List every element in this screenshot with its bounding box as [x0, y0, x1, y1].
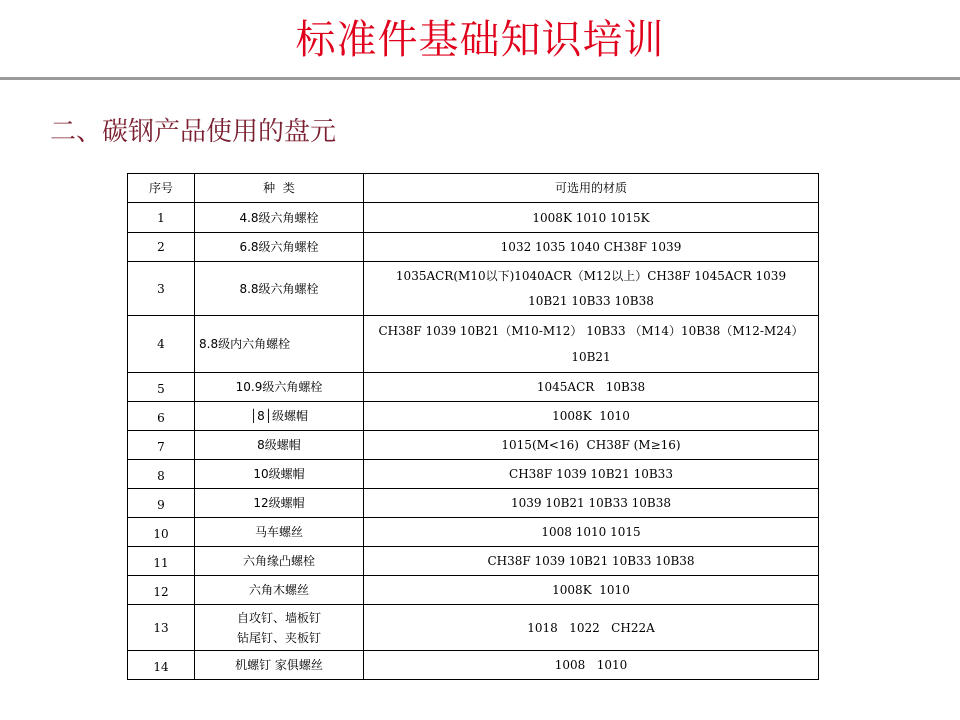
- row-type: 12级螺帽: [195, 489, 364, 518]
- table-row: [128, 373, 819, 402]
- row-type: 马车螺丝: [195, 518, 364, 547]
- row-material: 1018 1022 CH22A: [364, 605, 819, 651]
- row-no: 1: [128, 203, 195, 233]
- row-no: 11: [128, 547, 195, 576]
- row-no: 5: [128, 373, 195, 402]
- row-type: │8│级螺帽: [195, 402, 364, 431]
- row-material: 1045ACR 10B38: [364, 373, 819, 402]
- title-divider: [0, 77, 960, 80]
- row-material: 1032 1035 1040 CH38F 1039: [364, 233, 819, 262]
- header-no: 序号: [128, 174, 195, 203]
- row-type: 10级螺帽: [195, 460, 364, 489]
- table-row: [128, 262, 819, 316]
- table-row: [128, 233, 819, 262]
- header-type: 种 类: [195, 174, 364, 203]
- row-material: 1008 1010 1015: [364, 518, 819, 547]
- table-row: [128, 402, 819, 431]
- table-row: [128, 203, 819, 233]
- row-no: 10: [128, 518, 195, 547]
- table-header-row: [128, 174, 819, 203]
- row-type: 8级螺帽: [195, 431, 364, 460]
- row-no: 14: [128, 651, 195, 680]
- row-material: 1015(M<16) CH38F (M≥16): [364, 431, 819, 460]
- table-row: [128, 316, 819, 373]
- row-no: 8: [128, 460, 195, 489]
- row-type: 六角缘凸螺栓: [195, 547, 364, 576]
- row-type: 机螺钉 家俱螺丝: [195, 651, 364, 680]
- row-no: 12: [128, 576, 195, 605]
- section-heading: 二、碳钢产品使用的盘元: [50, 117, 337, 147]
- table-row: [128, 651, 819, 680]
- table-row: [128, 489, 819, 518]
- row-material: 1008K 1010: [364, 402, 819, 431]
- row-no: 7: [128, 431, 195, 460]
- row-type: 6.8级六角螺栓: [195, 233, 364, 262]
- row-no: 13: [128, 605, 195, 651]
- table-row: [128, 460, 819, 489]
- row-type: 10.9级六角螺栓: [195, 373, 364, 402]
- row-material: CH38F 1039 10B21（M10-M12） 10B33 （M14）10B38（M12-M24） 10B21: [364, 316, 819, 373]
- page-title: 标准件基础知识培训: [295, 17, 665, 63]
- row-type: 8.8级六角螺栓: [195, 262, 364, 316]
- row-material: 1039 10B21 10B33 10B38: [364, 489, 819, 518]
- row-no: 2: [128, 233, 195, 262]
- row-type: 8.8级内六角螺栓: [195, 316, 364, 373]
- header-material: 可选用的材质: [364, 174, 819, 203]
- row-material: 1008 1010: [364, 651, 819, 680]
- table-row: [128, 518, 819, 547]
- row-material: 1035ACR(M10以下)1040ACR（M12以上）CH38F 1045ACR 1039 10B21 10B33 10B38: [364, 262, 819, 316]
- row-material: CH38F 1039 10B21 10B33 10B38: [364, 547, 819, 576]
- table-row: [128, 431, 819, 460]
- row-material: 1008K 1010 1015K: [364, 203, 819, 233]
- row-no: 6: [128, 402, 195, 431]
- row-material: 1008K 1010: [364, 576, 819, 605]
- table-row: [128, 576, 819, 605]
- row-type: 六角木螺丝: [195, 576, 364, 605]
- row-no: 3: [128, 262, 195, 316]
- row-no: 4: [128, 316, 195, 373]
- material-table: [127, 173, 819, 680]
- row-type: 4.8级六角螺栓: [195, 203, 364, 233]
- row-material: CH38F 1039 10B21 10B33: [364, 460, 819, 489]
- table-row: [128, 605, 819, 651]
- row-type: 自攻钉、墙板钉 钻尾钉、夹板钉: [195, 605, 364, 651]
- table-row: [128, 547, 819, 576]
- row-no: 9: [128, 489, 195, 518]
